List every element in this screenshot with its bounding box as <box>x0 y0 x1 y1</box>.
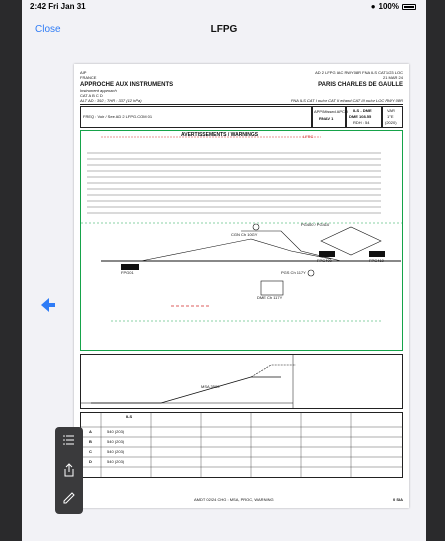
plan-label-fpg400: FPG400 <box>317 258 332 263</box>
minima-da-a: 540 (203) <box>107 429 125 434</box>
var-label: VAR <box>387 108 395 113</box>
header-reference: AD 2 LFPG IAC RWY08R FNA ILS CAT1/23 LOC <box>315 70 403 75</box>
header-divider <box>80 104 403 105</box>
warnings-title: AVERTISSEMENTS / WARNINGS <box>181 132 259 138</box>
profile-drawing <box>81 355 403 409</box>
minima-da-c: 540 (203) <box>107 449 125 454</box>
minima-da-b: 540 (203) <box>107 439 125 444</box>
close-button[interactable]: Close <box>35 24 61 35</box>
wifi-icon: ● <box>370 2 376 11</box>
minima-da-d: 540 (203) <box>107 459 125 464</box>
plan-view <box>80 130 403 351</box>
profile-view <box>80 354 403 409</box>
chart-page: 0 SIA <box>392 497 403 502</box>
nav-bar <box>22 14 426 50</box>
share-icon[interactable] <box>62 463 76 477</box>
ils-dme-value: DME 108.55 <box>349 114 372 119</box>
plan-label-cgn: CGN Ch 10GY <box>231 232 258 237</box>
minima-title: ILS <box>126 414 133 419</box>
plan-label-fpg01: FPG01 <box>121 270 134 275</box>
minima-table <box>80 412 403 478</box>
header-date: 21 MAR 24 <box>382 75 403 80</box>
annotation-toolbar <box>55 427 83 514</box>
missed-apch-value: RNAV 1 <box>319 116 334 121</box>
lfr-label: LFRC <box>303 134 314 139</box>
plan-label-dme: DME Ch 117Y <box>257 295 283 300</box>
profile-msa: MSA 3500 <box>201 384 220 389</box>
previous-page-arrow-icon[interactable] <box>40 298 56 312</box>
minima-cat-d: D <box>89 459 92 464</box>
plan-label-pg400: PG400 / PG410 <box>301 222 330 227</box>
missed-apch-label: APP/Missed APCH <box>314 109 348 114</box>
plan-view-drawing <box>81 131 403 351</box>
minima-cat-a: A <box>89 429 92 434</box>
plan-label-fpg410: FPG410 <box>369 258 384 263</box>
header-country: FRANCE <box>80 75 97 80</box>
app-screen <box>22 0 426 541</box>
battery-percent: 100% <box>378 2 399 11</box>
plan-label-pgs: PGS Ch 117Y <box>281 270 306 275</box>
header-aip: AIP <box>80 70 87 75</box>
chart-title: APPROCHE AUX INSTRUMENTS <box>80 82 174 88</box>
var-value: 1°E <box>387 114 394 119</box>
var-year: (2020) <box>385 120 397 125</box>
chart-altitude: ALT AD : 392 ; THR : 337 (12 hPa) <box>80 98 142 103</box>
ils-rdh: RDH : 54 <box>353 120 370 125</box>
minima-cat-c: C <box>89 449 92 454</box>
page-title: LFPG <box>210 24 238 35</box>
list-icon[interactable] <box>62 433 76 447</box>
status-bar <box>22 0 426 14</box>
chart-airport: PARIS CHARLES DE GAULLE <box>318 82 403 88</box>
battery-icon <box>402 4 416 10</box>
minima-cat-b: B <box>89 439 92 444</box>
chart-category: CAT A B C D <box>80 93 103 98</box>
ils-dme-label: ILS - DME <box>353 108 372 113</box>
approach-chart-page <box>74 64 409 508</box>
freq-text: FREQ : Voir / See AD 2 LFPG.COM 01 <box>83 114 153 119</box>
status-right <box>371 2 416 11</box>
minima-grid <box>81 413 403 478</box>
chart-procedure: FNA ILS CAT I ou/or CAT II et/and CAT III ou/or LOC RWY 08R <box>290 98 403 103</box>
status-time: 2:42 Fri Jan 31 <box>30 2 86 11</box>
chart-footer: AMDT 02/24 CHG : MSA, PROC, WARNING <box>194 497 274 502</box>
chart-subtitle: Instrument approach <box>80 88 117 93</box>
pen-icon[interactable] <box>62 491 76 505</box>
